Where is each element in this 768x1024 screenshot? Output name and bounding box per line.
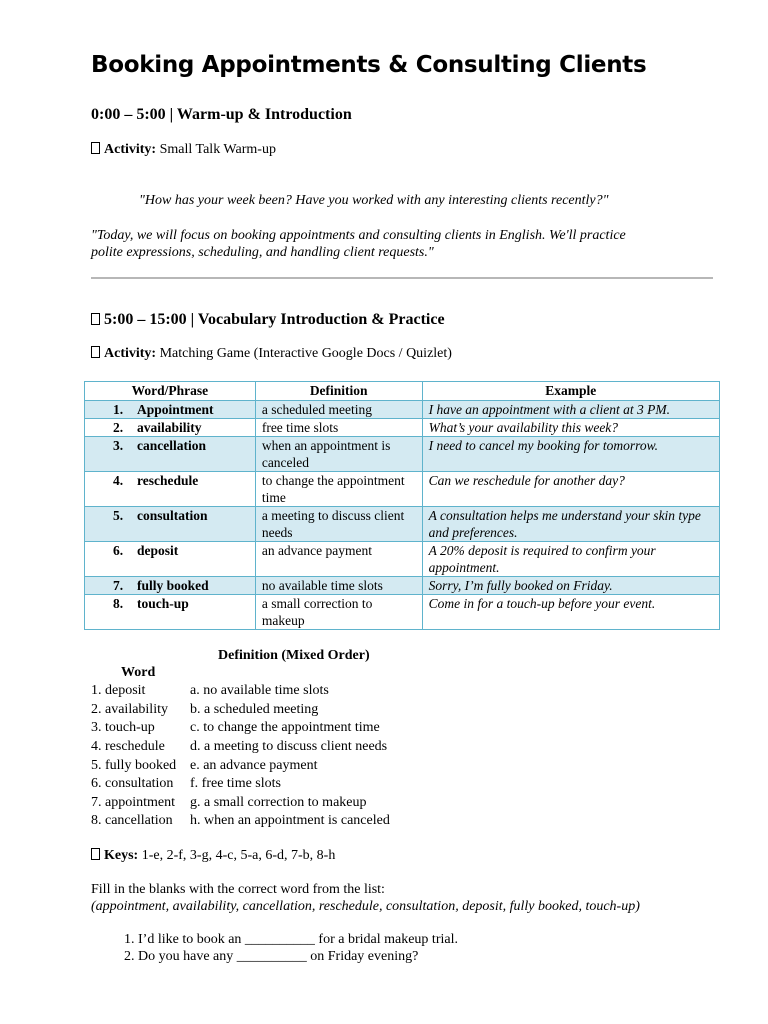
section2-heading-text: 5:00 – 15:00 | Vocabulary Introduction & Practice — [104, 311, 445, 328]
table-header-row — [85, 382, 720, 401]
word-text: consultation — [137, 508, 208, 523]
row-number: 5. — [113, 508, 124, 523]
matching-word: 1. deposit — [91, 683, 146, 698]
matching-word: 4. reschedule — [91, 739, 165, 754]
table-row — [85, 401, 720, 419]
checkbox-icon — [91, 848, 100, 860]
answer-keys — [91, 848, 335, 864]
word-cell — [85, 542, 256, 577]
matching-row — [91, 758, 318, 774]
matching-word: 2. availability — [91, 702, 168, 717]
activity-label: Activity: — [104, 346, 157, 361]
word-text: fully booked — [137, 578, 209, 593]
matching-definition: b. a scheduled meeting — [190, 702, 319, 717]
definition-cell: when an appointment is canceled — [255, 437, 422, 472]
matching-definition: e. an advance payment — [190, 758, 318, 773]
warmup-quote: "How has your week been? Have you worked with any interesting clients recently?" — [139, 193, 609, 208]
definition-cell: no available time slots — [255, 577, 422, 595]
word-text: reschedule — [137, 473, 199, 488]
example-cell: I have an appointment with a client at 3 PM. — [422, 401, 719, 419]
table-row — [85, 437, 720, 472]
example-cell: Can we reschedule for another day? — [422, 472, 719, 507]
horizontal-divider — [91, 277, 713, 279]
definition-cell: a scheduled meeting — [255, 401, 422, 419]
definition-cell: a meeting to discuss client needs — [255, 507, 422, 542]
word-cell — [85, 419, 256, 437]
matching-word: 5. fully booked — [91, 758, 177, 773]
definition-cell: an advance payment — [255, 542, 422, 577]
checkbox-icon — [91, 142, 100, 154]
checkbox-icon — [91, 346, 100, 358]
example-cell: Sorry, I’m fully booked on Friday. — [422, 577, 719, 595]
table-row — [85, 542, 720, 577]
matching-row — [91, 795, 367, 811]
list-item: 2. Do you have any __________ on Friday evening? — [138, 948, 458, 965]
row-number: 2. — [113, 420, 124, 435]
column-header-definition: Definition — [255, 382, 422, 401]
keys-text: 1-e, 2-f, 3-g, 4-c, 5-a, 6-d, 7-b, 8-h — [138, 848, 336, 863]
activity-text: Small Talk Warm-up — [156, 142, 276, 157]
intro-quote — [91, 227, 626, 261]
row-number: 3. — [113, 438, 124, 453]
word-text: deposit — [137, 543, 179, 558]
matching-row — [91, 702, 318, 718]
matching-row — [91, 776, 281, 792]
example-cell: What’s your availability this week? — [422, 419, 719, 437]
matching-row — [91, 720, 380, 736]
column-header-example: Example — [422, 382, 719, 401]
vocabulary-table — [84, 381, 720, 630]
word-text: availability — [137, 420, 202, 435]
row-number: 1. — [113, 402, 124, 417]
fill-in-instruction: Fill in the blanks with the correct word from the list: — [91, 882, 385, 897]
activity-label: Activity: — [104, 142, 157, 157]
matching-row — [91, 739, 387, 755]
word-cell — [85, 472, 256, 507]
matching-definition: d. a meeting to discuss client needs — [190, 739, 388, 754]
word-cell — [85, 507, 256, 542]
matching-word: 3. touch-up — [91, 720, 155, 735]
example-cell: A 20% deposit is required to confirm your appointment. — [422, 542, 719, 577]
list-item: 1. I’d like to book an __________ for a bridal makeup trial. — [138, 931, 458, 948]
matching-row — [91, 813, 390, 829]
matching-definition: c. to change the appointment time — [190, 720, 380, 735]
matching-header-definition: Definition (Mixed Order) — [218, 648, 370, 663]
word-text: cancellation — [137, 438, 206, 453]
section2-activity — [91, 346, 452, 362]
matching-word: 6. consultation — [91, 776, 174, 791]
row-number: 8. — [113, 596, 124, 611]
word-cell — [85, 401, 256, 419]
row-number: 4. — [113, 473, 124, 488]
keys-label: Keys: — [104, 848, 139, 863]
fill-in-word-list: (appointment, availability, cancellation, reschedule, consultation, deposit, fully booked, touch-up) — [91, 899, 640, 914]
definition-cell: to change the appointment time — [255, 472, 422, 507]
checkbox-icon — [91, 313, 100, 325]
matching-word: 8. cancellation — [91, 813, 173, 828]
table-row — [85, 595, 720, 630]
section2-heading — [91, 311, 445, 329]
definition-cell: a small correction to makeup — [255, 595, 422, 630]
matching-definition: a. no available time slots — [190, 683, 329, 698]
matching-row — [91, 683, 329, 699]
word-text: Appointment — [137, 402, 214, 417]
page-title: Booking Appointments & Consulting Clients — [91, 52, 647, 78]
section1-activity — [91, 142, 276, 158]
activity-text: Matching Game (Interactive Google Docs / Quizlet) — [156, 346, 452, 361]
table-row — [85, 507, 720, 542]
word-cell — [85, 595, 256, 630]
table-row — [85, 577, 720, 595]
word-text: touch-up — [137, 596, 189, 611]
column-header-word: Word/Phrase — [85, 382, 256, 401]
matching-word: 7. appointment — [91, 795, 175, 810]
example-cell: I need to cancel my booking for tomorrow. — [422, 437, 719, 472]
definition-cell: free time slots — [255, 419, 422, 437]
word-cell — [85, 437, 256, 472]
matching-definition: h. when an appointment is canceled — [190, 813, 390, 828]
matching-header-word: Word — [121, 665, 156, 680]
row-number: 6. — [113, 543, 124, 558]
section1-heading: 0:00 – 5:00 | Warm-up & Introduction — [91, 106, 352, 123]
matching-definition: g. a small correction to makeup — [190, 795, 367, 810]
row-number: 7. — [113, 578, 124, 593]
word-cell — [85, 577, 256, 595]
example-cell: A consultation helps me understand your skin type and preferences. — [422, 507, 719, 542]
example-cell: Come in for a touch-up before your event. — [422, 595, 719, 630]
matching-definition: f. free time slots — [190, 776, 281, 791]
intro-quote-line-1: "Today, we will focus on booking appointments and consulting clients in English. We'll practice — [91, 228, 626, 243]
fill-in-list — [91, 931, 458, 965]
intro-quote-line-2: polite expressions, scheduling, and handling client requests." — [91, 245, 434, 260]
table-row — [85, 472, 720, 507]
table-row — [85, 419, 720, 437]
